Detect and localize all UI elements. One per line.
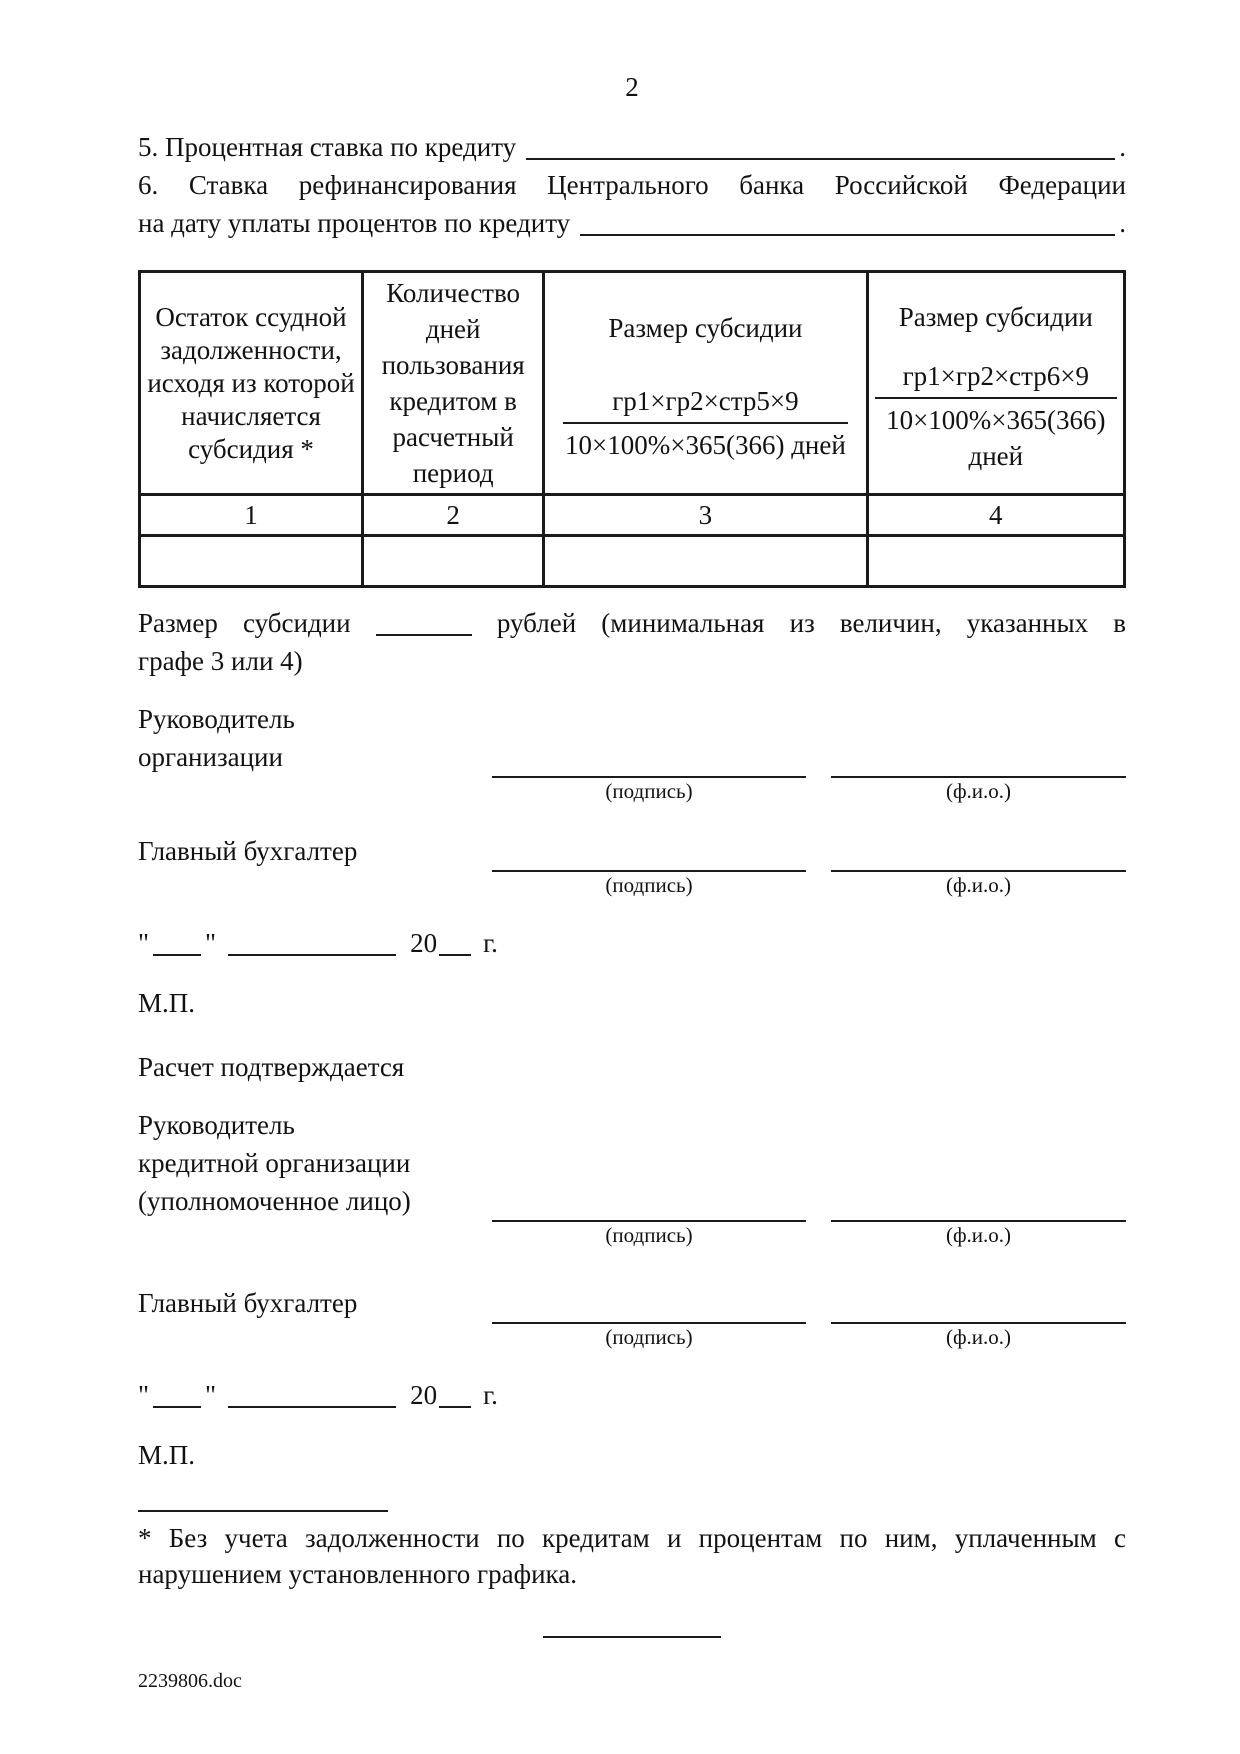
stamp-mark-2: М.П. bbox=[138, 1440, 196, 1470]
chief-accountant-1-signature-block bbox=[138, 832, 1126, 900]
date-1-year-blank bbox=[439, 954, 471, 956]
date-1-close-quote: " bbox=[205, 928, 217, 958]
chief-accountant-2-label: Главный бухгалтер bbox=[138, 1288, 358, 1318]
header-cell-loan-balance: Остаток ссудной задолженности, исходя из которой начисляется субсидия * bbox=[140, 272, 363, 495]
subsidy-amount-suffix: рублей (минимальная из величин, указанных в bbox=[496, 608, 1127, 638]
chief-accountant-1-signature-caption: (подпись) bbox=[605, 873, 693, 897]
subsidy-amount-fill-line bbox=[376, 634, 472, 636]
chief-accountant-2-signature-block bbox=[138, 1284, 1126, 1352]
formula-numerator-col4: гр1×гр2×стр6×9 bbox=[875, 358, 1117, 399]
bank-head-signature-caption: (подпись) bbox=[605, 1223, 693, 1247]
item-5-period: . bbox=[1119, 132, 1126, 162]
bank-head-label bbox=[138, 1106, 492, 1220]
empty-cell-2 bbox=[363, 536, 544, 587]
table-header-row bbox=[140, 272, 1125, 495]
org-head-label-line-1: Руководитель bbox=[138, 704, 295, 734]
date-1-open-quote: " bbox=[138, 928, 150, 958]
spacer bbox=[551, 347, 859, 383]
item-6-period: . bbox=[1119, 208, 1126, 238]
org-head-signature-block bbox=[138, 700, 1126, 806]
org-head-signature-caption: (подпись) bbox=[605, 779, 693, 803]
column-number-4: 4 bbox=[867, 495, 1124, 536]
date-line-2 bbox=[138, 1376, 1126, 1414]
empty-cell-3 bbox=[544, 536, 867, 587]
date-2-year-suffix: г. bbox=[483, 1380, 498, 1410]
item-5-line bbox=[138, 128, 1126, 166]
org-head-signature-line bbox=[492, 776, 806, 778]
spacer bbox=[875, 336, 1117, 358]
subsidy-size-title-col3: Размер субсидии bbox=[608, 312, 803, 343]
chief-accountant-1-label: Главный бухгалтер bbox=[138, 836, 358, 866]
subsidy-amount-line-1 bbox=[138, 604, 1126, 642]
bank-head-signature-block bbox=[138, 1106, 1126, 1250]
date-1-day-blank bbox=[153, 954, 201, 956]
chief-accountant-2-name-caption: (ф.и.о.) bbox=[945, 1325, 1012, 1349]
confirmation-label: Расчет подтверждается bbox=[138, 1052, 405, 1082]
date-2-day-blank bbox=[153, 1406, 201, 1408]
bank-head-label-line-3: (уполномоченное лицо) bbox=[138, 1186, 411, 1216]
bank-head-signature-line bbox=[492, 1220, 806, 1222]
date-2-year-prefix: 20 bbox=[410, 1380, 438, 1410]
item-6-line-2 bbox=[138, 204, 1126, 242]
subsidy-size-title-col4: Размер субсидии bbox=[898, 301, 1093, 332]
date-2-month-blank bbox=[228, 1406, 396, 1408]
item-6-fill-line bbox=[580, 234, 1115, 236]
column-number-3: 3 bbox=[544, 495, 867, 536]
date-line-1 bbox=[138, 924, 1126, 962]
formula-denominator-col4: 10×100%×365(366) дней bbox=[886, 404, 1106, 471]
org-head-name-caption: (ф.и.о.) bbox=[945, 779, 1012, 803]
column-number-1: 1 bbox=[140, 495, 363, 536]
footnote-line-1: * Без учета задолженности по кредитам и процентам по ним, уплаченным с bbox=[138, 1523, 1126, 1553]
chief-accountant-2-signature-caption: (подпись) bbox=[605, 1325, 693, 1349]
page-number: 2 bbox=[625, 72, 639, 102]
footnote-rule bbox=[138, 1510, 388, 1512]
chief-accountant-2-signature-line bbox=[492, 1322, 806, 1324]
subsidy-amount-paragraph bbox=[138, 604, 1126, 680]
stamp-mark-1: М.П. bbox=[138, 988, 196, 1018]
column-number-2: 2 bbox=[363, 495, 544, 536]
item-6-paragraph bbox=[138, 166, 1126, 242]
chief-accountant-1-name-caption: (ф.и.о.) bbox=[945, 873, 1012, 897]
subsidy-amount-prefix: Размер субсидии bbox=[138, 608, 351, 638]
date-1-year-suffix: г. bbox=[483, 928, 498, 958]
chief-accountant-1-signature-line bbox=[492, 870, 806, 872]
formula-denominator-col3: 10×100%×365(366) дней bbox=[565, 429, 846, 460]
empty-cell-4 bbox=[867, 536, 1124, 587]
file-name: 2239806.doc bbox=[138, 1670, 242, 1692]
bank-head-label-line-2: кредитной организации bbox=[138, 1148, 411, 1178]
empty-data-row bbox=[140, 536, 1125, 587]
bank-head-label-line-1: Руководитель bbox=[138, 1110, 295, 1140]
date-2-year-blank bbox=[439, 1406, 471, 1408]
footnote bbox=[138, 1510, 1126, 1592]
date-1-year-prefix: 20 bbox=[410, 928, 438, 958]
date-2-open-quote: " bbox=[138, 1380, 150, 1410]
header-cell-subsidy-formula-rate5 bbox=[544, 272, 867, 495]
chief-accountant-2-name-line bbox=[831, 1322, 1126, 1324]
org-head-label bbox=[138, 700, 492, 776]
separator-line bbox=[543, 1636, 721, 1638]
formula-fraction-col3 bbox=[563, 383, 848, 463]
document-content bbox=[138, 0, 1126, 1694]
org-head-name-line bbox=[831, 776, 1126, 778]
org-head-label-line-2: организации bbox=[138, 742, 283, 772]
header-cell-subsidy-formula-rate6 bbox=[867, 272, 1124, 495]
item-5-fill-line bbox=[526, 158, 1115, 160]
item-6-line-1: 6. Ставка рефинансирования Центрального банка Российской Федерации bbox=[138, 170, 1126, 200]
bank-head-name-line bbox=[831, 1220, 1126, 1222]
subsidy-calculation-table bbox=[138, 270, 1126, 588]
formula-numerator-col3: гр1×гр2×стр5×9 bbox=[563, 383, 848, 424]
header-cell-days-count: Количество дней пользования кредитом в расчетный период bbox=[363, 272, 544, 495]
bank-head-name-caption: (ф.и.о.) bbox=[945, 1223, 1012, 1247]
column-numbers-row bbox=[140, 495, 1125, 536]
footnote-line-2: нарушением установленного графика. bbox=[138, 1559, 577, 1589]
formula-fraction-col4 bbox=[875, 358, 1117, 474]
date-1-month-blank bbox=[228, 954, 396, 956]
item-5-label: 5. Процентная ставка по кредиту bbox=[138, 132, 517, 162]
chief-accountant-1-name-line bbox=[831, 870, 1126, 872]
date-2-close-quote: " bbox=[205, 1380, 217, 1410]
item-6-line-2-label: на дату уплаты процентов по кредиту bbox=[138, 208, 571, 238]
subsidy-amount-line-2: графе 3 или 4) bbox=[138, 646, 303, 676]
empty-cell-1 bbox=[140, 536, 363, 587]
